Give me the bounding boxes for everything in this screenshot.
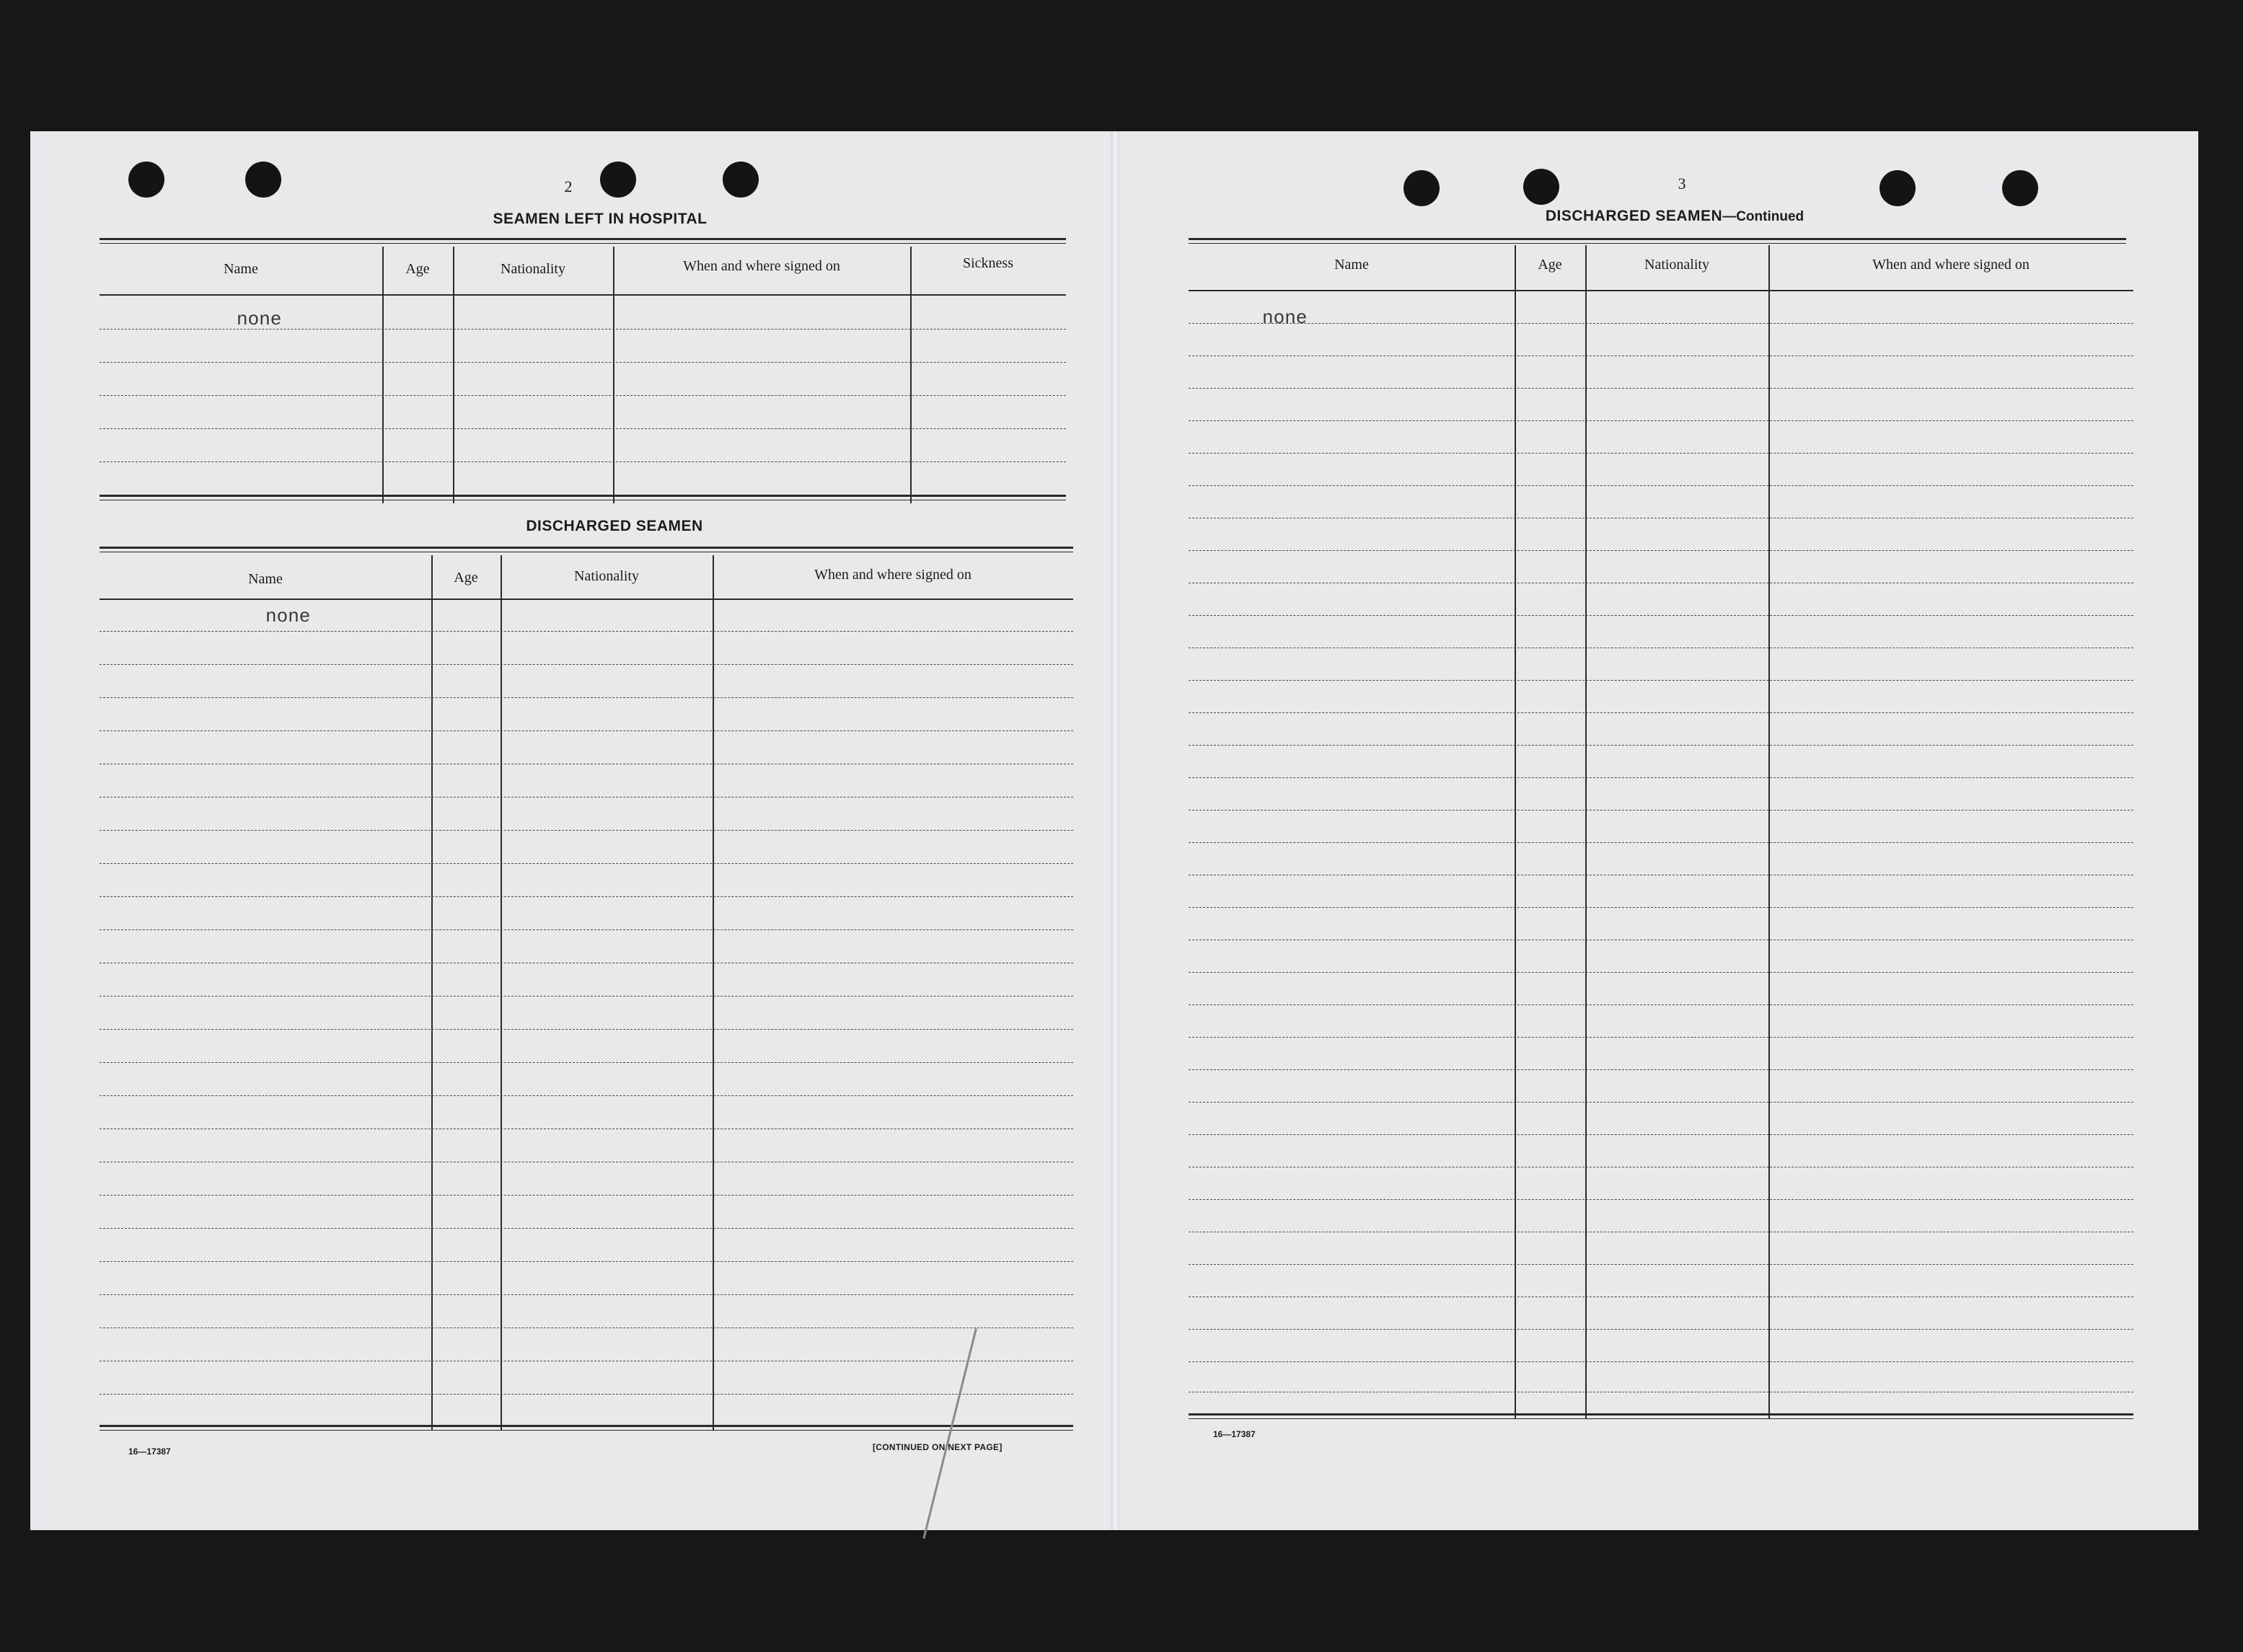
column-header: Age bbox=[454, 570, 478, 586]
section-rule bbox=[100, 238, 1066, 240]
column-header: Nationality bbox=[501, 261, 565, 277]
column-header: When and where signed on bbox=[814, 567, 971, 583]
column-header: Name bbox=[248, 571, 283, 587]
discharged-section-title: DISCHARGED SEAMEN bbox=[526, 518, 703, 534]
column-header: When and where signed on bbox=[683, 258, 840, 274]
column-header: Nationality bbox=[1644, 257, 1709, 273]
page-number: 3 bbox=[1678, 175, 1686, 193]
punch-hole bbox=[723, 162, 759, 198]
column-header: When and where signed on bbox=[1872, 257, 2030, 273]
left-page bbox=[30, 131, 1109, 1530]
form-number: 16—17387 bbox=[128, 1446, 171, 1457]
form-number: 16—17387 bbox=[1213, 1429, 1256, 1439]
name-entry: none bbox=[1262, 307, 1308, 329]
name-entry: none bbox=[265, 606, 311, 627]
right-page bbox=[1119, 131, 2198, 1530]
discharged-continued-table bbox=[1189, 245, 2133, 1419]
hospital-section-title: SEAMEN LEFT IN HOSPITAL bbox=[493, 211, 708, 227]
section-rule bbox=[100, 547, 1073, 549]
section-rule bbox=[1189, 238, 2126, 240]
section-title-suffix: —Continued bbox=[1722, 209, 1804, 224]
name-entry: none bbox=[237, 309, 282, 330]
discharged-continued-title bbox=[1473, 208, 1877, 225]
punch-hole bbox=[2002, 170, 2038, 206]
punch-hole bbox=[128, 162, 164, 198]
column-header: Age bbox=[405, 261, 430, 277]
punch-hole bbox=[1523, 169, 1559, 205]
column-header: Name bbox=[224, 261, 258, 277]
hospital-table bbox=[100, 247, 1066, 503]
column-header: Sickness bbox=[963, 255, 1013, 271]
punch-hole bbox=[1880, 170, 1916, 206]
punch-hole bbox=[245, 162, 281, 198]
page-number: 2 bbox=[564, 177, 573, 195]
column-header: Name bbox=[1334, 257, 1369, 273]
continued-note: [CONTINUED ON NEXT PAGE] bbox=[873, 1442, 1002, 1452]
punch-hole bbox=[600, 162, 636, 198]
discharged-table bbox=[100, 555, 1073, 1431]
column-header: Age bbox=[1538, 257, 1562, 273]
section-title-main: DISCHARGED SEAMEN bbox=[1545, 208, 1723, 224]
punch-hole bbox=[1403, 170, 1440, 206]
page-fold bbox=[1111, 131, 1119, 1530]
ledger-paper bbox=[30, 131, 2198, 1530]
column-header: Nationality bbox=[574, 568, 639, 584]
